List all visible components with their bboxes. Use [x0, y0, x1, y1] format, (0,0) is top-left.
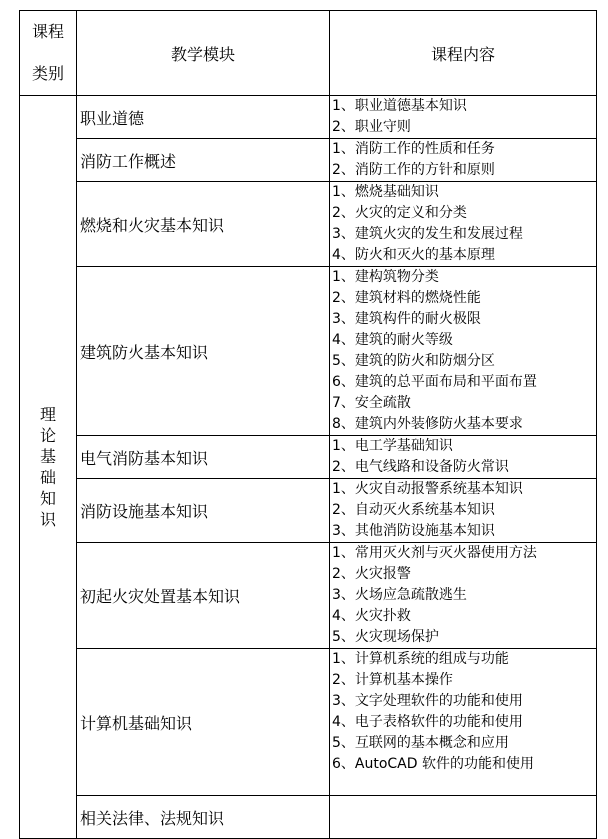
content-cell	[330, 649, 597, 796]
content-item: 3、其他消防设施基本知识	[332, 523, 495, 539]
content-item: 2、火灾的定义和分类	[332, 205, 467, 221]
content-item: 1、燃烧基础知识	[332, 184, 439, 200]
module-cell: 职业道德	[77, 96, 330, 139]
module-cell: 电气消防基本知识	[77, 436, 330, 479]
module-cell: 计算机基础知识	[77, 649, 330, 796]
category-char: 论	[39, 426, 56, 445]
content-item: 4、电子表格软件的功能和使用	[332, 714, 523, 730]
table-row	[20, 543, 597, 649]
table-row	[20, 649, 597, 796]
category-header-line1: 课程	[31, 22, 64, 41]
category-char: 识	[39, 510, 56, 529]
content-item: 4、火灾扑救	[332, 608, 411, 624]
table-row	[20, 796, 597, 839]
content-cell	[330, 479, 597, 543]
content-cell	[330, 543, 597, 649]
header-row	[20, 11, 597, 96]
table-body	[20, 11, 597, 839]
content-item: 2、自动灭火系统基本知识	[332, 502, 495, 518]
category-header	[20, 11, 77, 96]
content-item: 1、计算机系统的组成与功能	[332, 651, 509, 667]
module-header: 教学模块	[77, 11, 330, 96]
content-cell	[330, 96, 597, 139]
table-row	[20, 139, 597, 182]
table-row	[20, 436, 597, 479]
content-item: 2、职业守则	[332, 119, 411, 135]
module-cell: 建筑防火基本知识	[77, 267, 330, 436]
content-item: 5、互联网的基本概念和应用	[332, 735, 509, 751]
content-item: 2、电气线路和设备防火常识	[332, 459, 509, 475]
content-item: 2、计算机基本操作	[332, 672, 453, 688]
category-char: 理	[39, 405, 56, 424]
category-char: 知	[39, 489, 56, 508]
module-cell: 消防设施基本知识	[77, 479, 330, 543]
content-item: 2、消防工作的方针和原则	[332, 162, 495, 178]
table-row	[20, 267, 597, 436]
content-item: 5、火灾现场保护	[332, 629, 439, 645]
content-cell	[330, 796, 597, 839]
module-cell: 初起火灾处置基本知识	[77, 543, 330, 649]
content-item: 1、常用灭火剂与灭火器使用方法	[332, 545, 537, 561]
table-row	[20, 96, 597, 139]
category-cell	[20, 96, 77, 839]
content-item: 6、AutoCAD 软件的功能和使用	[332, 756, 534, 772]
content-item: 3、火场应急疏散逃生	[332, 587, 467, 603]
content-item: 1、电工学基础知识	[332, 438, 453, 454]
module-cell: 相关法律、法规知识	[77, 796, 330, 839]
category-header-line2: 类别	[31, 64, 64, 83]
content-cell	[330, 267, 597, 436]
content-item: 7、安全疏散	[332, 395, 411, 411]
content-item: 3、建筑构件的耐火极限	[332, 311, 481, 327]
category-char: 础	[39, 468, 56, 487]
content-item: 3、建筑火灾的发生和发展过程	[332, 226, 523, 242]
module-cell: 消防工作概述	[77, 139, 330, 182]
content-item: 5、建筑的防火和防烟分区	[332, 353, 495, 369]
content-cell	[330, 182, 597, 267]
content-item: 4、防火和灭火的基本原理	[332, 247, 495, 263]
table-row	[20, 479, 597, 543]
content-cell	[330, 436, 597, 479]
content-item: 1、消防工作的性质和任务	[332, 141, 495, 157]
category-char: 基	[39, 447, 56, 466]
curriculum-table	[19, 10, 597, 839]
content-item: 1、职业道德基本知识	[332, 98, 467, 114]
content-header: 课程内容	[330, 11, 597, 96]
content-item: 4、建筑的耐火等级	[332, 332, 453, 348]
content-item: 8、建筑内外装修防火基本要求	[332, 416, 523, 432]
table-row	[20, 182, 597, 267]
content-cell	[330, 139, 597, 182]
content-item: 2、建筑材料的燃烧性能	[332, 290, 481, 306]
content-item: 1、建构筑物分类	[332, 269, 439, 285]
content-item: 2、火灾报警	[332, 566, 411, 582]
content-item: 6、建筑的总平面布局和平面布置	[332, 374, 537, 390]
content-item: 3、文字处理软件的功能和使用	[332, 693, 523, 709]
content-item: 1、火灾自动报警系统基本知识	[332, 481, 523, 497]
module-cell: 燃烧和火灾基本知识	[77, 182, 330, 267]
